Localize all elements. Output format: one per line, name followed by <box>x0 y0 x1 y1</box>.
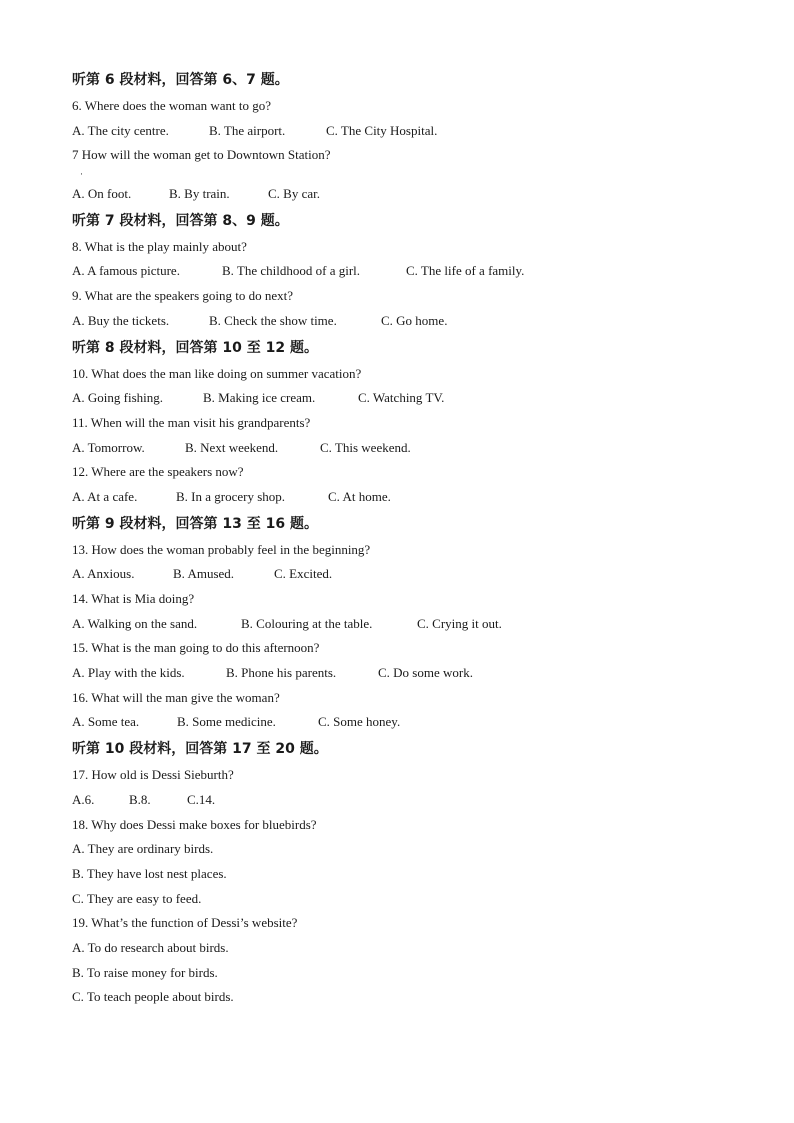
option-15a: A. Play with the kids. <box>72 665 185 681</box>
options-16 <box>72 710 752 735</box>
option-7b: B. By train. <box>169 186 230 202</box>
option-8c: C. The life of a family. <box>406 263 525 279</box>
options-11 <box>72 436 752 461</box>
option-17a: A.6. <box>72 791 95 807</box>
option-15c: C. Do some work. <box>378 665 473 681</box>
option-11b: B. Next weekend. <box>185 439 279 455</box>
option-11c: C. This weekend. <box>320 439 411 455</box>
options-13 <box>72 562 752 587</box>
question-19: 19. What’s the function of Dessi’s website? <box>72 915 298 931</box>
section-heading-7: 听第 7 段材料，回答第 8、9 题。 <box>72 212 289 229</box>
option-16b: B. Some medicine. <box>177 714 276 730</box>
options-15 <box>72 661 752 686</box>
option-18a: A. They are ordinary birds. <box>72 841 214 857</box>
question-7: 7 How will the woman get to Downtown Station? <box>72 147 331 163</box>
option-17b: B.8. <box>129 791 151 807</box>
option-9b: B. Check the show time. <box>209 312 337 328</box>
option-14a: A. Walking on the sand. <box>72 615 198 631</box>
option-10a: A. Going fishing. <box>72 390 163 406</box>
option-18c: C. They are easy to feed. <box>72 890 202 906</box>
options-8 <box>72 259 752 284</box>
section-heading-10: 听第 10 段材料，回答第 17 至 20 题。 <box>72 741 328 758</box>
option-6c: C. The City Hospital. <box>326 122 438 138</box>
option-18b: B. They have lost nest places. <box>72 865 227 881</box>
option-6b: B. The airport. <box>209 122 286 138</box>
option-7a: A. On foot. <box>72 186 132 202</box>
option-13c: C. Excited. <box>274 566 333 582</box>
option-7c: C. By car. <box>268 186 320 202</box>
question-13: 13. How does the woman probably feel in the beginning? <box>72 541 371 557</box>
option-14b: B. Colouring at the table. <box>241 615 373 631</box>
option-19c: C. To teach people about birds. <box>72 989 234 1005</box>
option-11a: A. Tomorrow. <box>72 439 145 455</box>
question-16: 16. What will the man give the woman? <box>72 689 280 705</box>
question-10: 10. What does the man like doing on summer vacation? <box>72 365 362 381</box>
options-6 <box>72 119 752 144</box>
question-12: 12. Where are the speakers now? <box>72 464 244 480</box>
option-16a: A. Some tea. <box>72 714 140 730</box>
option-13a: A. Anxious. <box>72 566 135 582</box>
option-8a: A. A famous picture. <box>72 263 180 279</box>
question-6: 6. Where does the woman want to go? <box>72 98 272 113</box>
option-16c: C. Some honey. <box>318 714 401 730</box>
stray-mark <box>72 168 752 182</box>
option-10c: C. Watching TV. <box>358 390 445 406</box>
options-17 <box>72 788 752 813</box>
option-12b: B. In a grocery shop. <box>176 488 286 504</box>
option-9c: C. Go home. <box>381 312 448 328</box>
option-12a: A. At a cafe. <box>72 488 138 504</box>
option-12c: C. At home. <box>328 488 391 504</box>
option-8b: B. The childhood of a girl. <box>222 263 361 279</box>
option-9a: A. Buy the tickets. <box>72 312 170 328</box>
question-9: 9. What are the speakers going to do next? <box>72 288 294 304</box>
listening-section-page <box>72 66 752 1010</box>
question-17: 17. How old is Dessi Sieburth? <box>72 767 234 783</box>
option-17c: C.14. <box>187 791 216 807</box>
option-10b: B. Making ice cream. <box>203 390 316 406</box>
option-14c: C. Crying it out. <box>417 615 502 631</box>
question-18: 18. Why does Dessi make boxes for bluebirds? <box>72 816 317 832</box>
question-11: 11. When will the man visit his grandparents? <box>72 414 311 430</box>
question-8: 8. What is the play mainly about? <box>72 238 247 254</box>
section-heading-6: 听第 6 段材料，回答第 6、7 题。 <box>72 72 289 88</box>
question-14: 14. What is Mia doing? <box>72 591 195 606</box>
question-15: 15. What is the man going to do this afternoon? <box>72 640 320 656</box>
options-10 <box>72 386 752 411</box>
options-14 <box>72 612 752 637</box>
option-19b: B. To raise money for birds. <box>72 964 218 980</box>
option-13b: B. Amused. <box>173 566 235 582</box>
option-15b: B. Phone his parents. <box>226 665 337 681</box>
options-7 <box>72 182 752 207</box>
options-12 <box>72 485 752 510</box>
option-6a: A. The city centre. <box>72 122 169 138</box>
section-heading-9: 听第 9 段材料，回答第 13 至 16 题。 <box>72 515 318 532</box>
option-19a: A. To do research about birds. <box>72 939 229 955</box>
section-heading-8: 听第 8 段材料，回答第 10 至 12 题。 <box>72 339 318 356</box>
options-9 <box>72 309 752 334</box>
stray-dot: · <box>80 169 83 180</box>
